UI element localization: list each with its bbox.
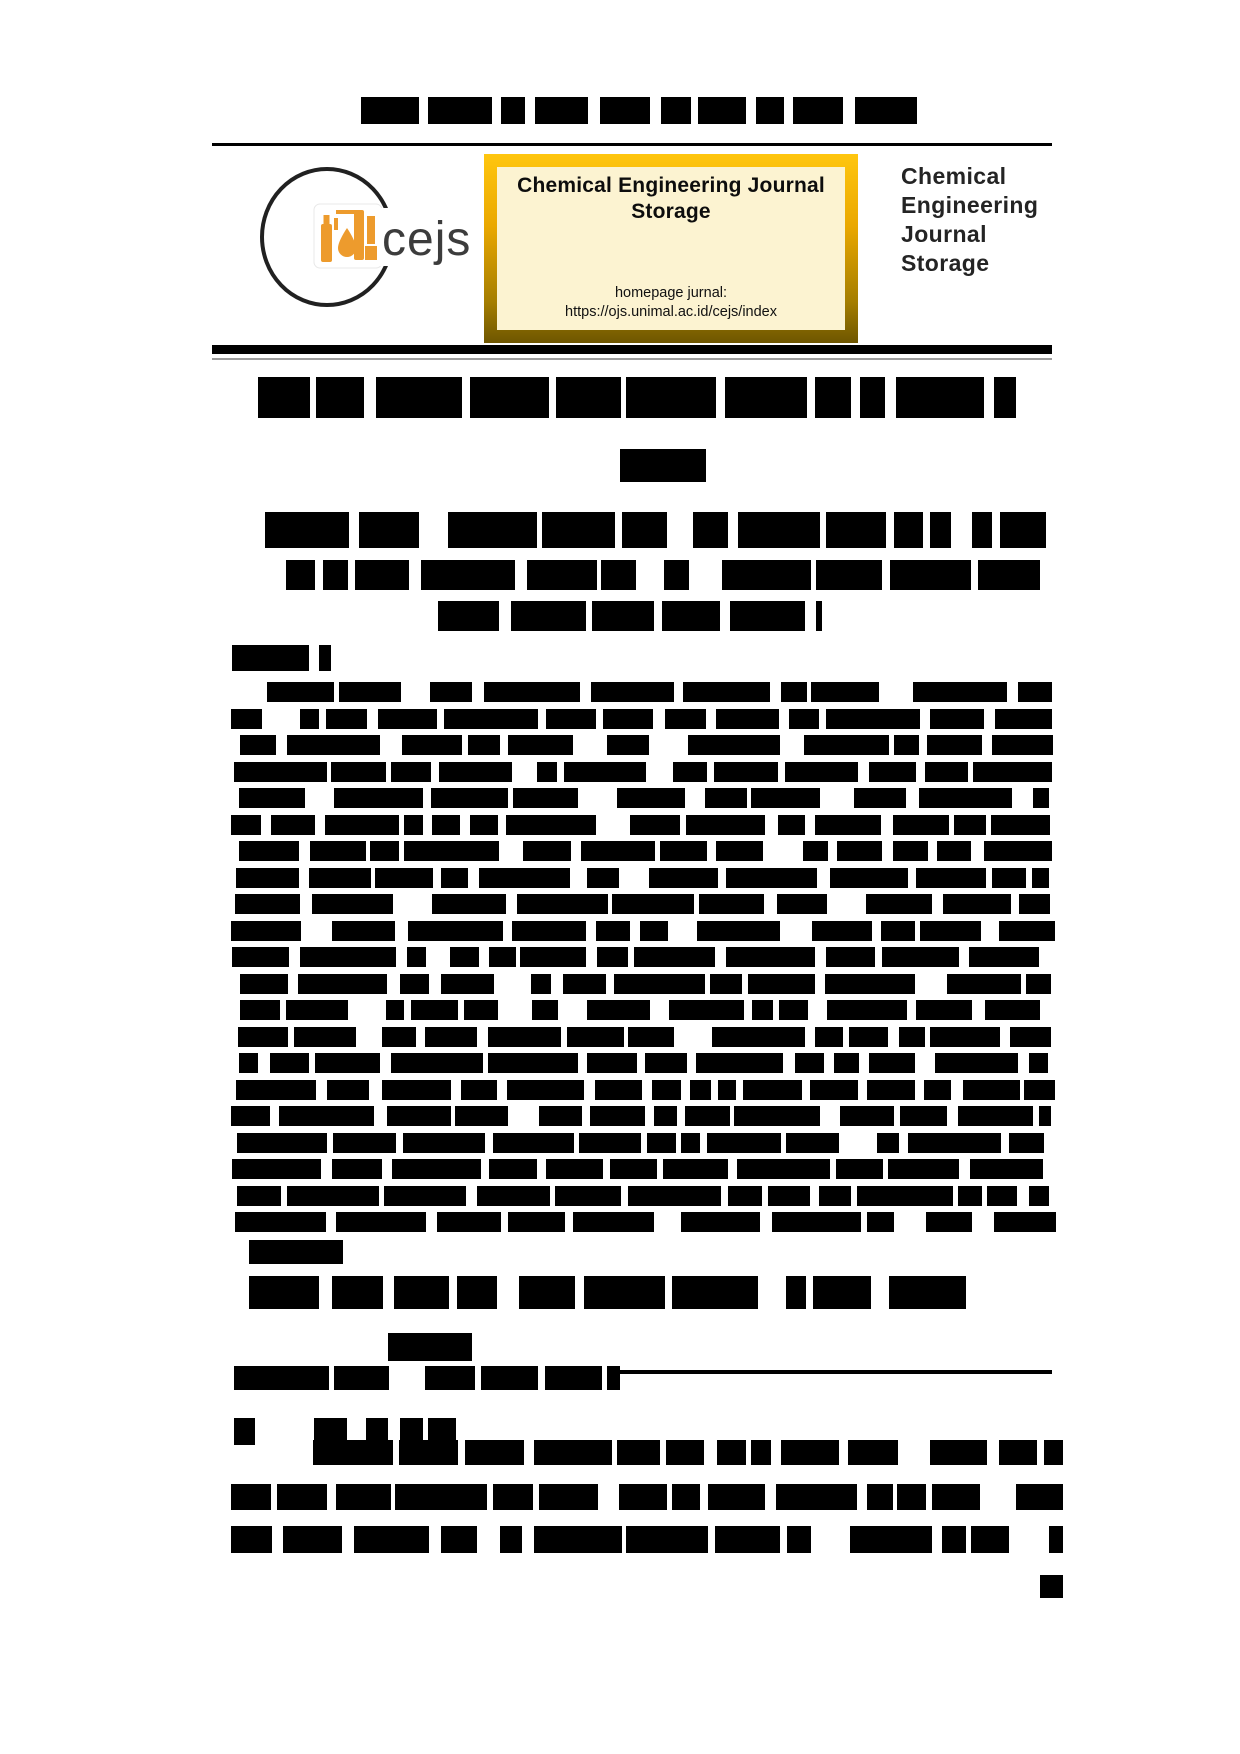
abstract-body-line-2-redacted <box>231 709 1052 729</box>
abstract-last-line-redacted <box>249 1240 343 1264</box>
article-title-2-redacted <box>620 449 706 482</box>
abstract-body-line-19-redacted <box>232 1159 1049 1179</box>
abstract-body-line-14-redacted <box>238 1027 1051 1047</box>
abstract-body-line-21-redacted <box>235 1212 1056 1232</box>
header-double-rule-thin <box>212 358 1052 360</box>
journal-title-box-inner <box>497 167 845 330</box>
abstract-body-line-9-redacted <box>235 894 1050 914</box>
journal-title-box <box>484 154 858 343</box>
homepage-url[interactable]: https://ojs.unimal.ac.id/cejs/index <box>565 304 777 320</box>
article-title-1-redacted <box>258 377 1016 418</box>
journal-name-masthead <box>901 162 1038 278</box>
abstract-body-line-15-redacted <box>239 1053 1054 1073</box>
abstract-body-line-16-redacted <box>236 1080 1055 1100</box>
journal-box-title: Chemical Engineering Journal Storage <box>517 174 825 223</box>
keywords-line-2-redacted <box>388 1333 472 1361</box>
paragraph-line-3-redacted <box>231 1526 1063 1553</box>
email-redacted <box>438 601 822 631</box>
abstract-body-line-5-redacted <box>239 788 1049 808</box>
abstract-body-line-6-redacted <box>231 815 1050 835</box>
header-citation-redacted <box>361 97 917 124</box>
masthead-line: Journal <box>901 221 987 247</box>
journal-logo <box>250 158 480 316</box>
abstract-body-line-17-redacted <box>231 1106 1051 1126</box>
header-top-rule <box>212 143 1052 146</box>
abstract-body-line-13-redacted <box>240 1000 1053 1020</box>
footnote-text-bar-redacted <box>234 1366 620 1390</box>
section-number-redacted <box>234 1418 255 1445</box>
paragraph-line-1-redacted <box>313 1440 1063 1465</box>
abstract-body-line-3-redacted <box>240 735 1053 755</box>
end-marker-square <box>1040 1575 1063 1598</box>
affiliation-redacted <box>286 560 1040 590</box>
abstract-body-line-4-redacted <box>234 762 1052 782</box>
masthead-line: Chemical <box>901 163 1007 189</box>
abstract-body-line-11-redacted <box>232 947 1051 967</box>
header-double-rule-thick <box>212 345 1052 354</box>
abstract-body-line-8-redacted <box>236 868 1049 888</box>
abstract-heading-redacted <box>232 645 331 671</box>
logo-text: cejs <box>382 213 472 266</box>
paragraph-line-2-redacted <box>231 1484 1063 1510</box>
masthead-line: Engineering <box>901 192 1039 218</box>
abstract-body-line-10-redacted <box>231 921 1055 941</box>
abstract-body-line-7-redacted <box>239 841 1054 861</box>
abstract-body-line-12-redacted <box>240 974 1051 994</box>
footnote-rule <box>620 1370 1052 1374</box>
abstract-body-line-20-redacted <box>237 1186 1049 1206</box>
keywords-line-1-redacted <box>249 1276 966 1309</box>
abstract-body-line-18-redacted <box>237 1133 1051 1153</box>
masthead-line: Storage <box>901 250 990 276</box>
abstract-body-line-1-redacted <box>267 682 1052 702</box>
authors-redacted <box>265 512 1046 548</box>
homepage-label: homepage jurnal: <box>614 285 728 301</box>
